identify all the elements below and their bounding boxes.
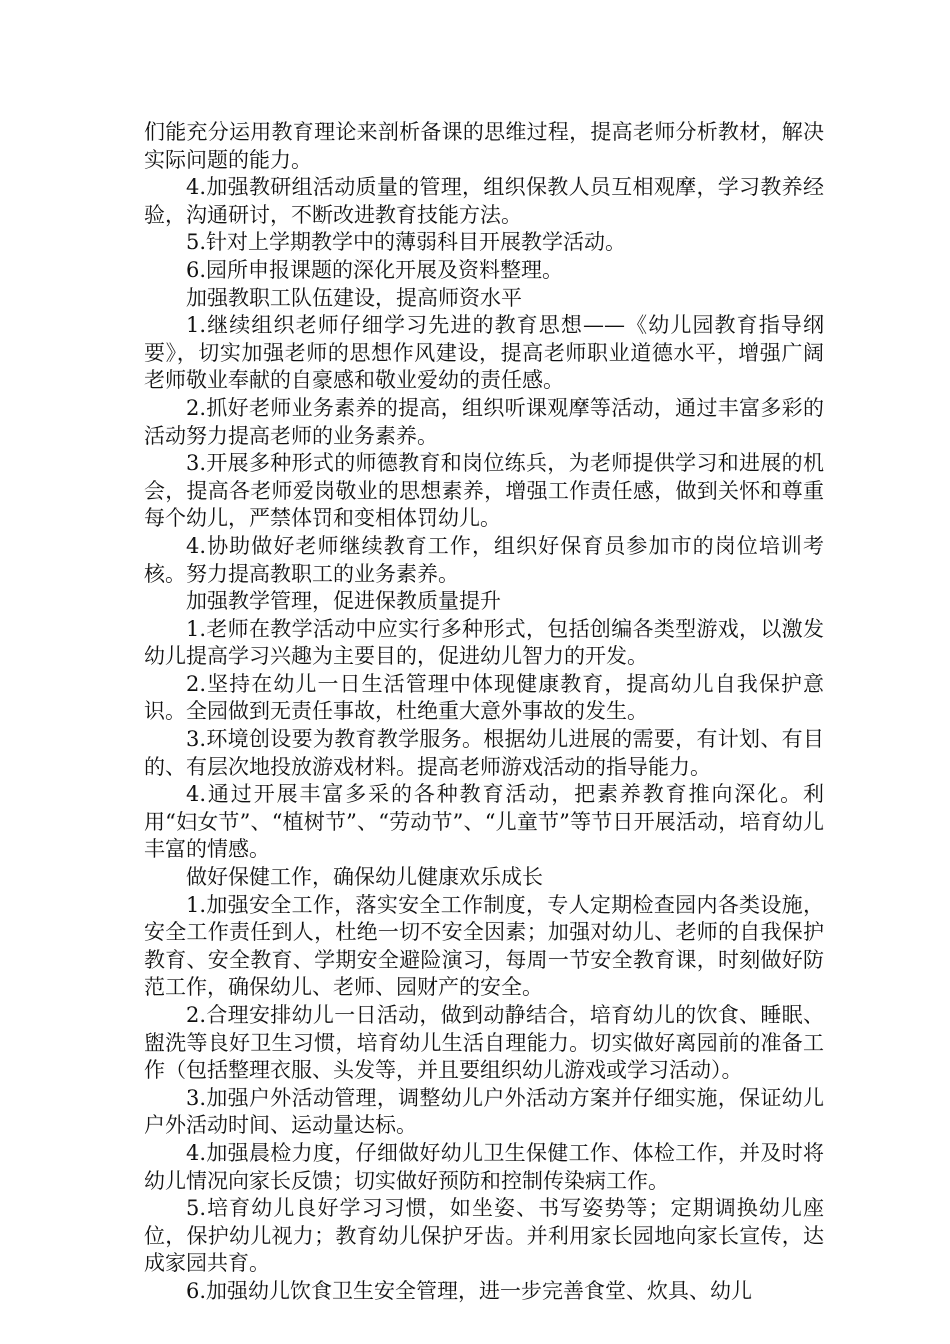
paragraph-item-teaching-2: 2.坚持在幼儿一日生活管理中体现健康教育，提高幼儿自我保护意识。全园做到无责任事故，杜绝重大意外事故的发生。 xyxy=(144,671,824,724)
section-heading-staff: 加强教职工队伍建设，提高师资水平 xyxy=(186,285,522,310)
paragraph-item-staff-2: 2.抓好老师业务素养的提高，组织听课观摩等活动，通过丰富多彩的活动努力提高老师的业务素养。 xyxy=(144,395,824,448)
paragraph-item-teaching-3: 3.环境创设要为教育教学服务。根据幼儿进展的需要，有计划、有目的、有层次地投放游戏材料。提高老师游戏活动的指导能力。 xyxy=(144,727,824,779)
paragraph-item-staff-1: 1.继续组织老师仔细学习先进的教育思想——《幼儿园教育指导纲要》，切实加强老师的思想作风建设，提高老师职业道德水平，增强广阔老师敬业奉献的自豪感和敬业爱幼的责任感。 xyxy=(144,313,824,393)
paragraph-item-staff-3: 3.开展多种形式的师德教育和岗位练兵，为老师提供学习和进展的机会，提高各老师爱岗敬业的思想素养，增强工作责任感，做到关怀和尊重每个幼儿，严禁体罚和变相体罚幼儿。 xyxy=(144,451,824,531)
paragraph-item-health-3: 3.加强户外活动管理，调整幼儿户外活动方案并仔细实施，保证幼儿户外活动时间、运动量达标。 xyxy=(144,1085,824,1138)
paragraph-item-research-5: 5.针对上学期教学中的薄弱科目开展教学活动。 xyxy=(186,230,627,255)
paragraph-item-teaching-4: 4.通过开展丰富多采的各种教育活动，把素养教育推向深化。利用“妇女节”、“植树节”、“劳动节”、“儿童节”等节日开展活动，培育幼儿丰富的情感。 xyxy=(144,782,824,862)
document-page xyxy=(144,119,824,1306)
paragraph-item-staff-4: 4.协助做好老师继续教育工作，组织好保育员参加市的岗位培训考核。努力提高教职工的业务素养。 xyxy=(144,533,824,586)
paragraph-item-research-4: 4.加强教研组活动质量的管理，组织保教人员互相观摩，学习教养经验，沟通研讨，不断改进教育技能方法。 xyxy=(144,175,824,227)
paragraph-item-health-2: 2.合理安排幼儿一日活动，做到动静结合，培育幼儿的饮食、睡眠、盥洗等良好卫生习惯，培育幼儿生活自理能力。切实做好离园前的准备工作（包括整理衣服、头发等，并且要组织幼儿游戏或学习活动）。 xyxy=(144,1003,824,1083)
section-heading-health: 做好保健工作，确保幼儿健康欢乐成长 xyxy=(186,865,543,890)
paragraph-item-health-5: 5.培育幼儿良好学习习惯，如坐姿、书写姿势等；定期调换幼儿座位，保护幼儿视力；教育幼儿保护牙齿。并利用家长园地向家长宣传，达成家园共育。 xyxy=(144,1196,824,1276)
paragraph-item-teaching-1: 1.老师在教学活动中应实行多种形式，包括创编各类型游戏，以激发幼儿提高学习兴趣为主要目的，促进幼儿智力的开发。 xyxy=(144,616,824,669)
paragraph-continuation: 们能充分运用教育理论来剖析备课的思维过程，提高老师分析教材，解决实际问题的能力。 xyxy=(144,120,824,172)
paragraph-item-health-6: 6.加强幼儿饮食卫生安全管理，进一步完善食堂、炊具、幼儿 xyxy=(186,1278,753,1303)
paragraph-item-health-4: 4.加强晨检力度，仔细做好幼儿卫生保健工作、体检工作，并及时将幼儿情况向家长反馈；切实做好预防和控制传染病工作。 xyxy=(144,1140,824,1193)
section-heading-teaching: 加强教学管理，促进保教质量提升 xyxy=(186,589,501,614)
paragraph-item-research-6: 6.园所申报课题的深化开展及资料整理。 xyxy=(186,257,564,282)
paragraph-item-health-1: 1.加强安全工作，落实安全工作制度，专人定期检查园内各类设施，安全工作责任到人，杜绝一切不安全因素；加强对幼儿、老师的自我保护教育、安全教育、学期安全避险演习，每周一节安全教育课，时刻做好防范工作，确保幼儿、老师、园财产的安全。 xyxy=(144,892,824,1000)
